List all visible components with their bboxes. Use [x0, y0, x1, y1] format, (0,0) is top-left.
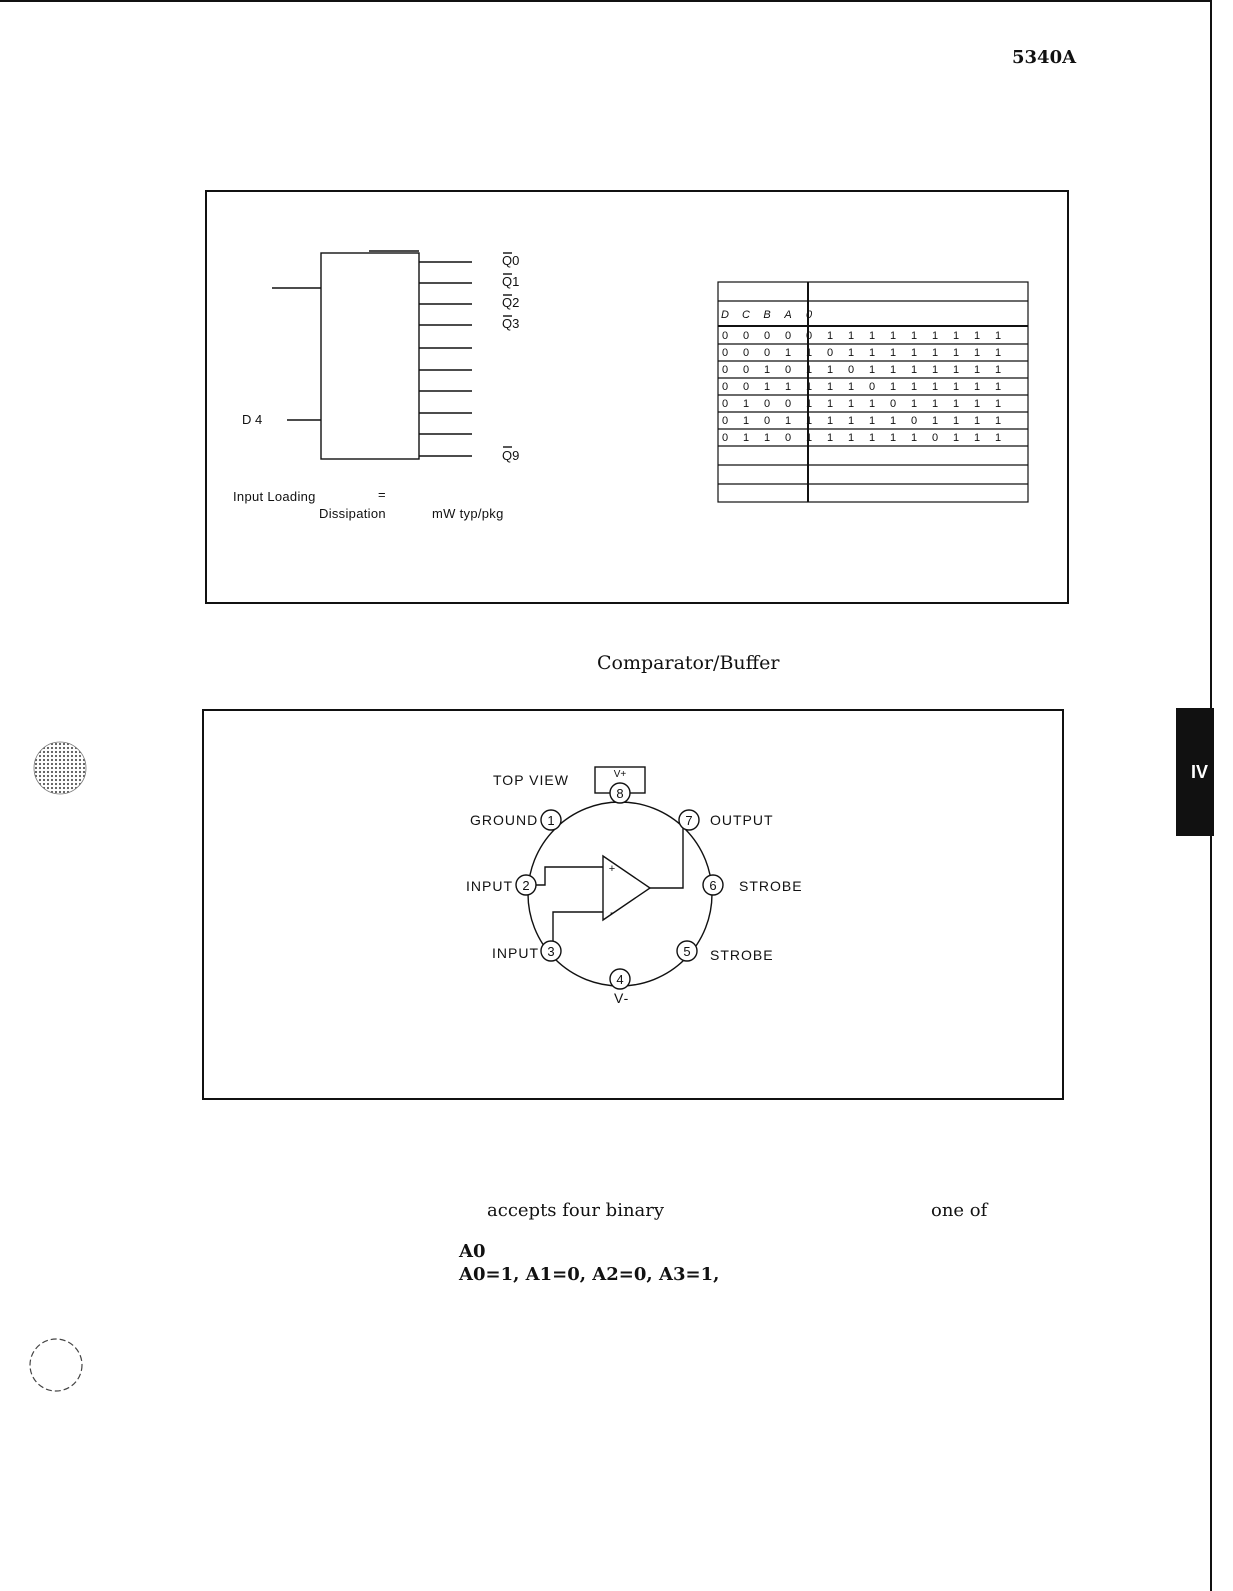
truth-table-cell: 1: [847, 415, 855, 427]
truth-table-cell: 1: [889, 364, 897, 376]
tt-header-c: C: [742, 309, 750, 321]
decoder-output-q2: Q2: [502, 295, 520, 310]
pin-6-number: 6: [709, 878, 717, 893]
truth-table-cell: 0: [763, 330, 771, 342]
truth-table-cell: 0: [721, 347, 729, 359]
body-text-a3: A3=1,: [659, 1264, 720, 1285]
truth-table-cell: 1: [973, 415, 981, 427]
pin-6-label: STROBE: [739, 878, 803, 894]
pin-7-label: OUTPUT: [710, 812, 774, 828]
truth-table-cell: 1: [931, 398, 939, 410]
op-amp-minus: -: [610, 905, 614, 919]
truth-table-cell: 1: [889, 432, 897, 444]
truth-table-cell: 1: [847, 347, 855, 359]
truth-table-cell: 1: [763, 364, 771, 376]
comparator-pinout-diagram: [202, 709, 1064, 1100]
truth-table-cell: 1: [994, 398, 1002, 410]
truth-table-cell: 1: [931, 415, 939, 427]
truth-table-cell: 0: [763, 347, 771, 359]
truth-table-cell: 1: [805, 347, 813, 359]
truth-table-cell: 1: [805, 415, 813, 427]
top-view-label: TOP VIEW: [493, 772, 569, 788]
pin-1-label: GROUND: [470, 812, 539, 828]
truth-table-cell: 1: [973, 398, 981, 410]
truth-table-cell: 1: [889, 415, 897, 427]
truth-table-cell: 1: [952, 398, 960, 410]
truth-table-cell: 1: [805, 364, 813, 376]
truth-table-cell: 1: [805, 398, 813, 410]
page-border-top: [0, 0, 1212, 2]
pin-8-number: 8: [616, 786, 624, 801]
truth-table-cell: 1: [994, 330, 1002, 342]
truth-table-cell: 1: [952, 415, 960, 427]
tt-header-b: B: [763, 309, 771, 321]
truth-table-cell: 1: [910, 381, 918, 393]
pin-8-label: V+: [613, 769, 627, 780]
truth-table-cell: 1: [994, 364, 1002, 376]
truth-table-cell: 1: [910, 432, 918, 444]
truth-table-cell: 0: [784, 330, 792, 342]
truth-table-cell: 1: [994, 347, 1002, 359]
truth-table-cell: 0: [721, 432, 729, 444]
truth-table-cell: 1: [973, 364, 981, 376]
truth-table-cell: 1: [889, 381, 897, 393]
pin-1-number: 1: [547, 813, 555, 828]
pin-2-label: INPUT: [466, 878, 513, 894]
decoder-output-q1: Q1: [502, 274, 520, 289]
decoder-output-q0: Q0: [502, 253, 520, 268]
truth-table-cell: 1: [931, 347, 939, 359]
truth-table-cell: 1: [847, 432, 855, 444]
truth-table-cell: 1: [784, 347, 792, 359]
truth-table-cell: 1: [952, 347, 960, 359]
truth-table-cell: 1: [994, 432, 1002, 444]
truth-table-cell: 1: [931, 364, 939, 376]
truth-table-cell: 1: [973, 347, 981, 359]
decoder-output-q3: Q3: [502, 316, 520, 331]
truth-table-cell: 1: [868, 398, 876, 410]
truth-table-cell: 0: [721, 415, 729, 427]
decoder-chip-body: [321, 253, 419, 459]
pin-3-label: INPUT: [492, 945, 539, 961]
decoder-input-label: D 4: [242, 412, 263, 427]
truth-table-cell: 1: [847, 398, 855, 410]
truth-table-cell: 1: [868, 347, 876, 359]
truth-table-cell: 1: [952, 432, 960, 444]
truth-table-cell: 0: [784, 432, 792, 444]
body-text-accepts: accepts four binary: [487, 1200, 665, 1221]
truth-table-cell: 1: [826, 381, 834, 393]
truth-table-cell: 1: [931, 330, 939, 342]
truth-table-cell: 1: [973, 330, 981, 342]
truth-table-cell: 1: [742, 432, 750, 444]
truth-table-cell: 0: [763, 398, 771, 410]
truth-table-cell: 1: [952, 330, 960, 342]
truth-table-cell: 1: [973, 432, 981, 444]
truth-table-cell: 1: [931, 381, 939, 393]
truth-table-cell: 1: [868, 330, 876, 342]
truth-table-cell: 1: [826, 364, 834, 376]
tt-header-d: D: [721, 309, 729, 321]
truth-table-cell: 1: [826, 415, 834, 427]
pin-7-number: 7: [685, 813, 693, 828]
truth-table-cell: 0: [784, 364, 792, 376]
truth-table-cell: 1: [910, 347, 918, 359]
truth-table-cell: 0: [847, 364, 855, 376]
body-text-assignments: A0=1, A1=0, A2=0,: [459, 1264, 653, 1285]
truth-table-cell: 0: [784, 398, 792, 410]
op-amp-plus: +: [608, 863, 616, 875]
punch-hole-outline: [26, 1335, 86, 1395]
truth-table-cell: 0: [721, 398, 729, 410]
input-loading-label: Input Loading: [233, 489, 316, 504]
truth-table-cell: 1: [868, 432, 876, 444]
truth-table-cell: 1: [889, 330, 897, 342]
truth-table-cell: 0: [805, 330, 813, 342]
truth-table-cell: 1: [742, 415, 750, 427]
truth-table-cell: 1: [826, 398, 834, 410]
truth-table-cell: 1: [805, 432, 813, 444]
truth-table-cell: 1: [994, 381, 1002, 393]
comparator-title: Comparator/Buffer: [597, 652, 780, 674]
pin-4-label: V-: [614, 990, 630, 1006]
truth-table-cell: 0: [763, 415, 771, 427]
truth-table-cell: 1: [847, 381, 855, 393]
truth-table-cell: 0: [742, 347, 750, 359]
pin-3-number: 3: [547, 944, 555, 959]
truth-table-body: [718, 330, 1018, 460]
truth-table-cell: 1: [763, 432, 771, 444]
truth-table-cell: 0: [868, 381, 876, 393]
pin-5-number: 5: [683, 944, 691, 959]
truth-table-cell: 1: [994, 415, 1002, 427]
truth-table-cell: 1: [910, 330, 918, 342]
pin-2-number: 2: [522, 878, 530, 893]
truth-table-cell: 1: [742, 398, 750, 410]
truth-table-cell: 0: [889, 398, 897, 410]
truth-table-cell: 1: [826, 432, 834, 444]
truth-table-cell: 1: [910, 398, 918, 410]
truth-table-cell: 0: [742, 381, 750, 393]
truth-table-cell: 1: [868, 415, 876, 427]
truth-table-cell: 0: [721, 330, 729, 342]
truth-table-cell: 1: [910, 364, 918, 376]
truth-table-cell: 1: [784, 415, 792, 427]
truth-table-cell: 0: [931, 432, 939, 444]
truth-table-cell: 1: [973, 381, 981, 393]
truth-table-cell: 0: [721, 381, 729, 393]
truth-table-cell: 0: [721, 364, 729, 376]
tt-header-a: A: [784, 309, 792, 321]
truth-table-cell: 1: [952, 364, 960, 376]
truth-table-cell: 1: [952, 381, 960, 393]
model-number: 5340A: [1012, 47, 1077, 68]
dissipation-label: Dissipation: [319, 506, 386, 521]
truth-table-cell: 0: [826, 347, 834, 359]
pin-4-number: 4: [616, 972, 624, 987]
truth-table-cell: 0: [742, 330, 750, 342]
truth-table-cell: 1: [889, 347, 897, 359]
truth-table-cell: 1: [868, 364, 876, 376]
pin-5-label: STROBE: [710, 947, 774, 963]
truth-table-cell: 1: [763, 381, 771, 393]
section-tab-label: IV: [1191, 762, 1209, 782]
tt-header-0: 0: [805, 309, 813, 321]
truth-table-cell: 0: [910, 415, 918, 427]
decoder-output-q9: Q9: [502, 448, 520, 463]
power-unit-label: mW typ/pkg: [432, 506, 504, 521]
equals-sign: =: [378, 487, 386, 502]
truth-table-cell: 1: [847, 330, 855, 342]
truth-table-cell: 1: [805, 381, 813, 393]
truth-table-cell: 1: [784, 381, 792, 393]
punch-hole-dotted: [30, 738, 90, 798]
body-text-a0: A0: [459, 1241, 486, 1262]
truth-table-cell: 1: [826, 330, 834, 342]
body-text-one-of: one of: [931, 1200, 988, 1221]
truth-table-cell: 0: [742, 364, 750, 376]
